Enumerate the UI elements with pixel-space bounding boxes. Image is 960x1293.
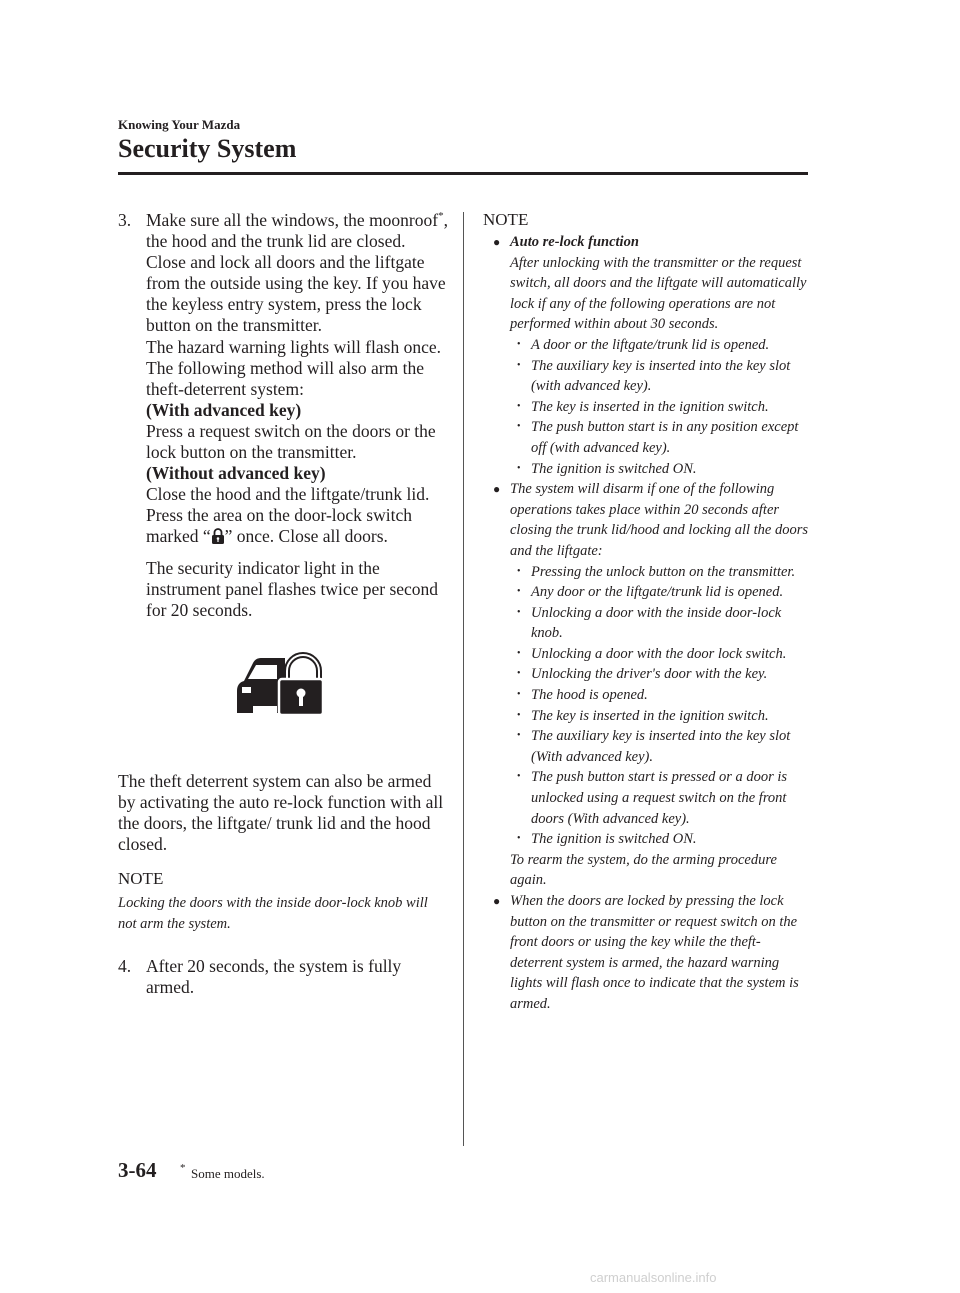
page-title: Security System [118, 134, 297, 163]
title-rule [118, 172, 808, 175]
with-advanced-key-text: Press a request switch on the doors or the lock button on the transmitter. [146, 420, 436, 463]
step-3 [118, 210, 448, 621]
list-item [483, 582, 811, 603]
list-item [483, 603, 811, 644]
list-item [483, 706, 811, 727]
list-item [483, 562, 811, 583]
spacer [146, 548, 448, 558]
list-item [483, 397, 811, 418]
step-3-text-b: , the hood and the trunk lid are closed. Close and lock all doors and the liftgate from the outside using the key. If you have the keyless entry system, press the lock button on the transmitter. [146, 210, 448, 336]
list-item-text: The auxiliary key is inserted into the key slot (With advanced key). [531, 728, 791, 765]
sub-bullet-dot: • [517, 606, 521, 618]
list-item-text: The ignition is switched ON. [531, 831, 697, 848]
list-item-text: Unlocking a door with the inside door-lock knob. [531, 604, 782, 642]
list-item-text: The key is inserted in the ignition switch. [531, 398, 769, 415]
without-key-text-a: Close the hood and the liftgate/trunk lid. Press the area on the door-lock switch marked “ [146, 484, 430, 547]
step-4 [118, 956, 448, 998]
watermark: carmanualsonline.info [590, 1270, 717, 1285]
list-item [483, 664, 811, 685]
step-3-following: The following method will also arm the theft-deterrent system: [146, 357, 425, 399]
step-3-intro [146, 210, 448, 337]
note-bullet-armed-indication [483, 891, 811, 1015]
list-item [483, 767, 811, 829]
step-3-number: 3. [118, 210, 132, 230]
sub-bullet-dot: • [517, 668, 521, 680]
list-item-text: Pressing the unlock button on the transmitter. [531, 563, 796, 580]
list-item [483, 829, 811, 850]
section-label: Knowing Your Mazda [118, 117, 241, 132]
note-bullet-disarm [483, 479, 811, 561]
sub-bullet-dot: • [517, 359, 521, 371]
bullet-dot: ● [493, 894, 501, 908]
step-3-text-a: Make sure all the windows, the moonroof [146, 210, 439, 230]
list-item-text: A door or the liftgate/trunk lid is opened. [531, 336, 770, 353]
without-key-text-b: ” once. Close all doors. [224, 526, 388, 547]
sub-bullet-dot: • [517, 833, 521, 845]
step-4-number: 4. [118, 956, 132, 977]
bullet-dot: ● [493, 482, 501, 497]
list-item [483, 459, 811, 480]
security-indicator-text: The security indicator light in the instrument panel flashes twice per second for 20 seconds. [146, 557, 439, 620]
auto-relock-paragraph: The theft deterrent system can also be armed by activating the auto re-lock function with all the doors, the liftgate/ trunk lid and the hood closed. [118, 770, 444, 855]
sub-bullet-dot: • [517, 400, 521, 412]
list-item-text: The push button start is in any position except off (with advanced key). [531, 419, 799, 456]
list-item-text: Unlocking a door with the door lock switch. [531, 645, 787, 662]
list-item-text: The ignition is switched ON. [531, 460, 697, 477]
left-note-text: Locking the doors with the inside door-lock knob will not arm the system. [118, 895, 428, 932]
sub-bullet-dot: • [517, 647, 521, 659]
list-item-text: The auxiliary key is inserted into the key slot (with advanced key). [531, 357, 791, 395]
right-note-label: NOTE [483, 210, 529, 229]
list-item-text: Any door or the liftgate/trunk lid is opened. [531, 584, 784, 601]
security-indicator-figure [118, 621, 448, 771]
without-advanced-key-heading: (Without advanced key) [146, 463, 326, 484]
note-bullet-auto-relock [483, 232, 811, 335]
page-number: 3-64 [118, 1158, 157, 1182]
footnote-text: Some models. [191, 1166, 265, 1181]
sub-bullet-dot: • [517, 462, 521, 474]
auto-relock-title: Auto re-lock function [510, 234, 639, 250]
right-column [483, 210, 811, 1015]
armed-indication-text: When the doors are locked by pressing the lock button on the transmitter or request switch on the front doors or using the key while the theft-deterrent system is armed, the hazard warning lights will flash once to indicate that the system is armed. [510, 893, 799, 1012]
sub-bullet-dot: • [517, 730, 521, 742]
list-item [483, 417, 811, 458]
some-models-star: * [438, 210, 444, 223]
without-advanced-key-text [146, 484, 448, 547]
list-item [483, 335, 811, 356]
column-divider [463, 212, 464, 1146]
sub-bullet-dot: • [517, 586, 521, 598]
sub-bullet-dot: • [517, 565, 521, 577]
list-item-text: The key is inserted in the ignition switch. [531, 707, 769, 724]
list-item [483, 726, 811, 767]
left-note-label: NOTE [118, 869, 164, 889]
padlock-icon [211, 528, 225, 544]
left-column [118, 210, 448, 999]
list-item-text: The push button start is pressed or a door is unlocked using a request switch on the front doors (With advanced key). [531, 769, 788, 827]
list-item-text: The hood is opened. [531, 687, 648, 704]
sub-bullet-dot: • [517, 771, 521, 783]
disarm-text: The system will disarm if one of the following operations takes place within 20 seconds after closing the trunk lid/hood and locking all the doors and the liftgate: [510, 481, 809, 559]
auto-relock-text: After unlocking with the transmitter or the request switch, all doors and the liftgate will automatically lock if any of the following operations are not performed within about 30 seconds. [510, 254, 807, 333]
step-4-text: After 20 seconds, the system is fully armed. [146, 956, 402, 998]
step-3-hazard: The hazard warning lights will flash once. [146, 336, 441, 357]
list-item [483, 685, 811, 706]
footnote-star: * [180, 1162, 186, 1174]
with-advanced-key-heading: (With advanced key) [146, 399, 302, 420]
list-item [483, 356, 811, 397]
sub-bullet-dot: • [517, 338, 521, 350]
list-item [483, 644, 811, 665]
sub-bullet-dot: • [517, 421, 521, 433]
spacer [118, 934, 448, 956]
sub-bullet-dot: • [517, 709, 521, 721]
bullet-dot: ● [493, 235, 501, 249]
sub-bullet-dot: • [517, 689, 521, 701]
list-item-text: Unlocking the driver's door with the key. [531, 666, 768, 683]
rearm-text: To rearm the system, do the arming procedure again. [510, 851, 777, 889]
car-padlock-indicator-icon [233, 651, 325, 719]
